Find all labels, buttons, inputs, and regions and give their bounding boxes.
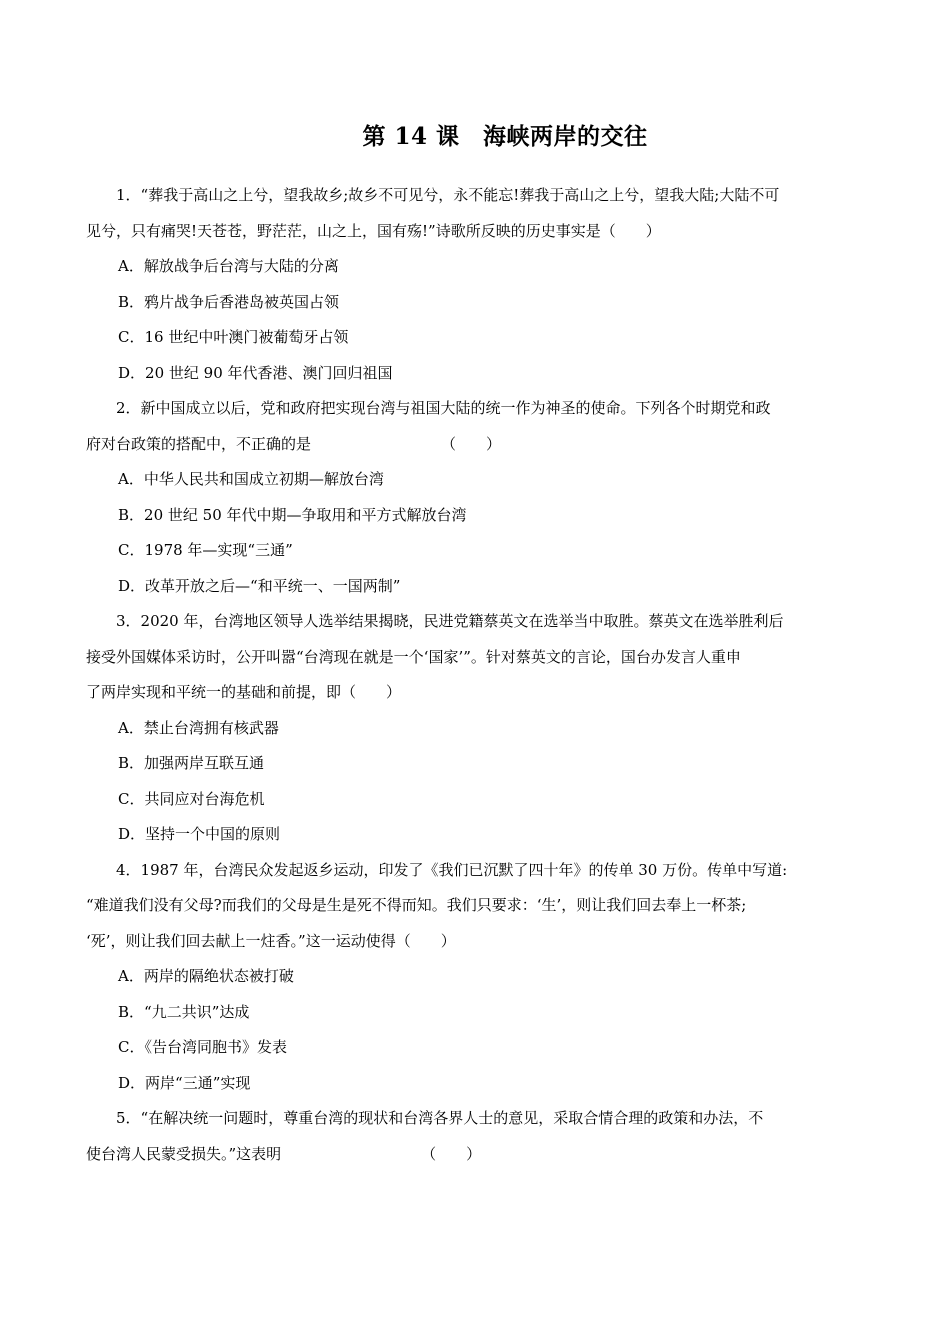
question-2 bbox=[86, 391, 866, 604]
option-d: D．两岸“三通”实现 bbox=[118, 1073, 251, 1092]
option-b: B．20 世纪 50 年代中期—争取用和平方式解放台湾 bbox=[118, 505, 467, 524]
option-d: D．改革开放之后—“和平统一、一国两制” bbox=[118, 576, 401, 595]
question-stem-line: 接受外国媒体采访时，公开叫嚣“台湾现在就是一个‘国家’”。针对蔡英文的言论，国台办发言人重申 bbox=[86, 647, 741, 666]
option-c: C．共同应对台海危机 bbox=[118, 789, 265, 808]
option-a: A．两岸的隔绝状态被打破 bbox=[118, 967, 294, 985]
question-stem-line bbox=[86, 1137, 866, 1173]
question-stem-line: 1．“葬我于高山之上兮，望我故乡;故乡不可见兮，永不能忘!葬我于高山之上兮，望我大陆;大陆不可 bbox=[116, 186, 780, 204]
question-stem-line: 2．新中国成立以后，党和政府把实现台湾与祖国大陆的统一作为神圣的使命。下列各个时期党和政 bbox=[116, 399, 771, 417]
question-list bbox=[86, 178, 866, 1172]
option-a: A．中华人民共和国成立初期—解放台湾 bbox=[118, 470, 384, 488]
page-title: 第 14 课 海峡两岸的交往 bbox=[362, 123, 648, 150]
question-stem-line: 见兮，只有痛哭!天苍苍，野茫茫，山之上，国有殇!”诗歌所反映的历史事实是（ ） bbox=[86, 221, 661, 240]
option-a: A．禁止台湾拥有核武器 bbox=[118, 718, 279, 737]
option-b: B．鸦片战争后香港岛被英国占领 bbox=[118, 292, 340, 311]
option-d: D．坚持一个中国的原则 bbox=[118, 825, 281, 843]
question-stem-line: 3．2020 年，台湾地区领导人选举结果揭晓，民进党籍蔡英文在选举当中取胜。蔡英文在选举胜利后 bbox=[116, 612, 784, 630]
answer-blank: （ ） bbox=[421, 1144, 482, 1163]
question-1 bbox=[86, 178, 866, 391]
option-c: C．1978 年—实现“三通” bbox=[118, 541, 293, 559]
question-stem-line: ‘死’，则让我们回去献上一炷香。”这一运动使得（ ） bbox=[86, 931, 456, 950]
question-stem-text: 使台湾人民蒙受损失。”这表明 bbox=[86, 1144, 282, 1163]
question-stem-line: 4．1987 年，台湾民众发起返乡运动，印发了《我们已沉默了四十年》的传单 30 万份。传单中写道: bbox=[116, 860, 788, 879]
option-c: C．《告台湾同胞书》发表 bbox=[118, 1038, 287, 1056]
option-a: A．解放战争后台湾与大陆的分离 bbox=[118, 257, 339, 275]
question-stem-text: 府对台政策的搭配中，不正确的是 bbox=[86, 434, 312, 453]
question-5 bbox=[86, 1101, 866, 1172]
option-b: B．加强两岸互联互通 bbox=[118, 754, 265, 772]
option-d: D．20 世纪 90 年代香港、澳门回归祖国 bbox=[118, 363, 393, 382]
answer-blank: （ ） bbox=[441, 434, 502, 453]
question-stem-line: 5．“在解决统一问题时，尊重台湾的现状和台湾各界人士的意见，采取合情合理的政策和办法，不 bbox=[116, 1109, 764, 1127]
option-b: B．“九二共识”达成 bbox=[118, 1002, 250, 1021]
question-4 bbox=[86, 853, 866, 1102]
question-stem-line bbox=[86, 427, 866, 463]
question-stem-line: “难道我们没有父母?而我们的父母是生是死不得而知。我们只要求：‘生’，则让我们回去奉上一杯茶; bbox=[86, 896, 747, 914]
option-c: C．16 世纪中叶澳门被葡萄牙占领 bbox=[118, 328, 349, 346]
question-3 bbox=[86, 604, 866, 853]
question-stem-line: 了两岸实现和平统一的基础和前提，即（ ） bbox=[86, 683, 402, 701]
